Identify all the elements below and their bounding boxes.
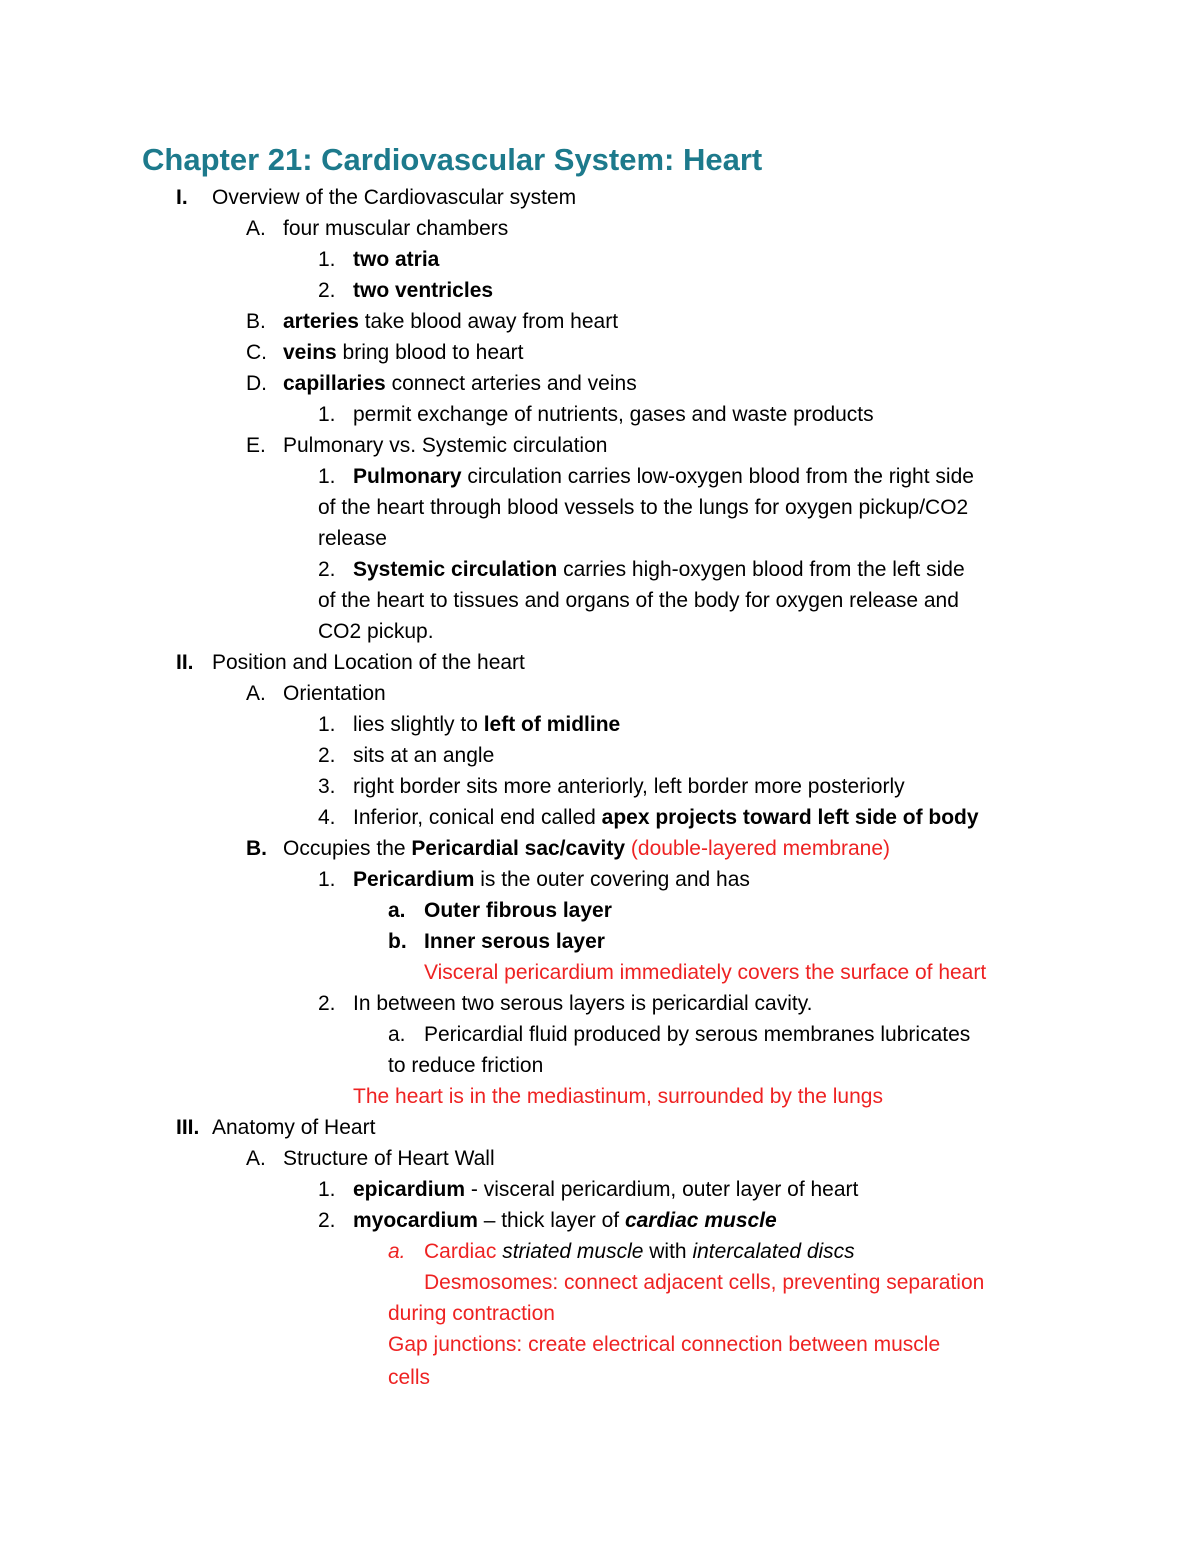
list-item-text: Inferior, conical end called apex projects toward left side of body — [353, 806, 979, 829]
list-marker: I. — [176, 186, 188, 209]
list-item-text: Inner serous layer — [424, 930, 605, 953]
list-item-text: Position and Location of the heart — [212, 651, 525, 674]
list-item-text: Cardiac striated muscle with intercalated discs — [424, 1240, 855, 1263]
list-item-text: permit exchange of nutrients, gases and waste products — [353, 403, 874, 426]
list-item-text: capillaries connect arteries and veins — [283, 372, 637, 395]
list-marker: E. — [246, 434, 266, 457]
list-item-text: epicardium - visceral pericardium, outer layer of heart — [353, 1178, 859, 1201]
list-marker: 4. — [318, 806, 336, 829]
list-item-text: four muscular chambers — [283, 217, 509, 240]
page-title: Chapter 21: Cardiovascular System: Heart — [142, 142, 763, 177]
list-item-text: of the heart through blood vessels to the lungs for oxygen pickup/CO2 — [318, 496, 969, 519]
list-marker: B. — [246, 310, 266, 333]
list-marker: III. — [176, 1116, 200, 1139]
list-item-text: Outer fibrous layer — [424, 899, 612, 922]
list-marker: b. — [388, 930, 407, 953]
red-annotation: during contraction — [388, 1302, 555, 1325]
list-item-text: myocardium – thick layer of cardiac muscle — [353, 1209, 777, 1232]
list-item-text: Anatomy of Heart — [212, 1116, 376, 1139]
list-item-text: two ventricles — [353, 279, 494, 302]
list-item-text: right border sits more anteriorly, left border more posteriorly — [353, 775, 905, 798]
list-item-text: Overview of the Cardiovascular system — [212, 186, 577, 209]
list-item-text: lies slightly to left of midline — [353, 713, 621, 736]
list-item-text: Orientation — [283, 682, 386, 705]
list-item-text: In between two serous layers is pericardial cavity. — [353, 992, 813, 1015]
list-marker: 2. — [318, 1209, 336, 1232]
list-marker: 3. — [318, 775, 336, 798]
list-marker: 1. — [318, 248, 336, 271]
list-item-text: Pericardial fluid produced by serous membranes lubricates — [424, 1023, 971, 1046]
list-marker: A. — [246, 217, 266, 240]
red-annotation: Desmosomes: connect adjacent cells, preventing separation — [424, 1271, 985, 1294]
list-item-text: veins bring blood to heart — [283, 341, 524, 364]
outline-item — [176, 182, 188, 213]
list-marker: a. — [388, 1023, 406, 1046]
list-marker: 2. — [318, 279, 336, 302]
list-marker: A. — [246, 682, 266, 705]
red-annotation: Gap junctions: create electrical connection between muscle — [388, 1333, 941, 1356]
red-annotation: cells — [388, 1366, 431, 1389]
red-annotation: The heart is in the mediastinum, surrounded by the lungs — [353, 1085, 883, 1108]
list-marker: 1. — [318, 1178, 336, 1201]
list-marker: II. — [176, 651, 194, 674]
list-marker: C. — [246, 341, 267, 364]
list-item-text: Pulmonary vs. Systemic circulation — [283, 434, 608, 457]
list-item-text: Systemic circulation carries high-oxygen blood from the left side — [353, 558, 965, 581]
list-marker: 1. — [318, 868, 336, 891]
list-marker: 1. — [318, 403, 336, 426]
list-marker: 2. — [318, 992, 336, 1015]
list-item-text: arteries take blood away from heart — [283, 310, 619, 333]
list-item-text: of the heart to tissues and organs of the body for oxygen release and — [318, 589, 959, 612]
list-item-text: sits at an angle — [353, 744, 495, 767]
list-marker: D. — [246, 372, 267, 395]
list-marker: 1. — [318, 713, 336, 736]
list-item-text: two atria — [353, 248, 440, 271]
list-marker: a. — [388, 899, 406, 922]
list-item-text: Structure of Heart Wall — [283, 1147, 495, 1170]
list-marker: a. — [388, 1240, 406, 1263]
list-marker: B. — [246, 837, 267, 860]
list-marker: A. — [246, 1147, 266, 1170]
list-marker: 2. — [318, 744, 336, 767]
red-annotation: Visceral pericardium immediately covers the surface of heart — [424, 961, 987, 984]
list-item-text: release — [318, 527, 387, 550]
list-marker: 1. — [318, 465, 336, 488]
list-item-text: Pulmonary circulation carries low-oxygen blood from the right side — [353, 465, 974, 488]
list-marker: 2. — [318, 558, 336, 581]
list-item-text: Occupies the Pericardial sac/cavity (double-layered membrane) — [283, 837, 891, 860]
list-item-text: Pericardium is the outer covering and has — [353, 868, 750, 891]
list-item-text: CO2 pickup. — [318, 620, 434, 643]
list-item-text: to reduce friction — [388, 1054, 544, 1077]
